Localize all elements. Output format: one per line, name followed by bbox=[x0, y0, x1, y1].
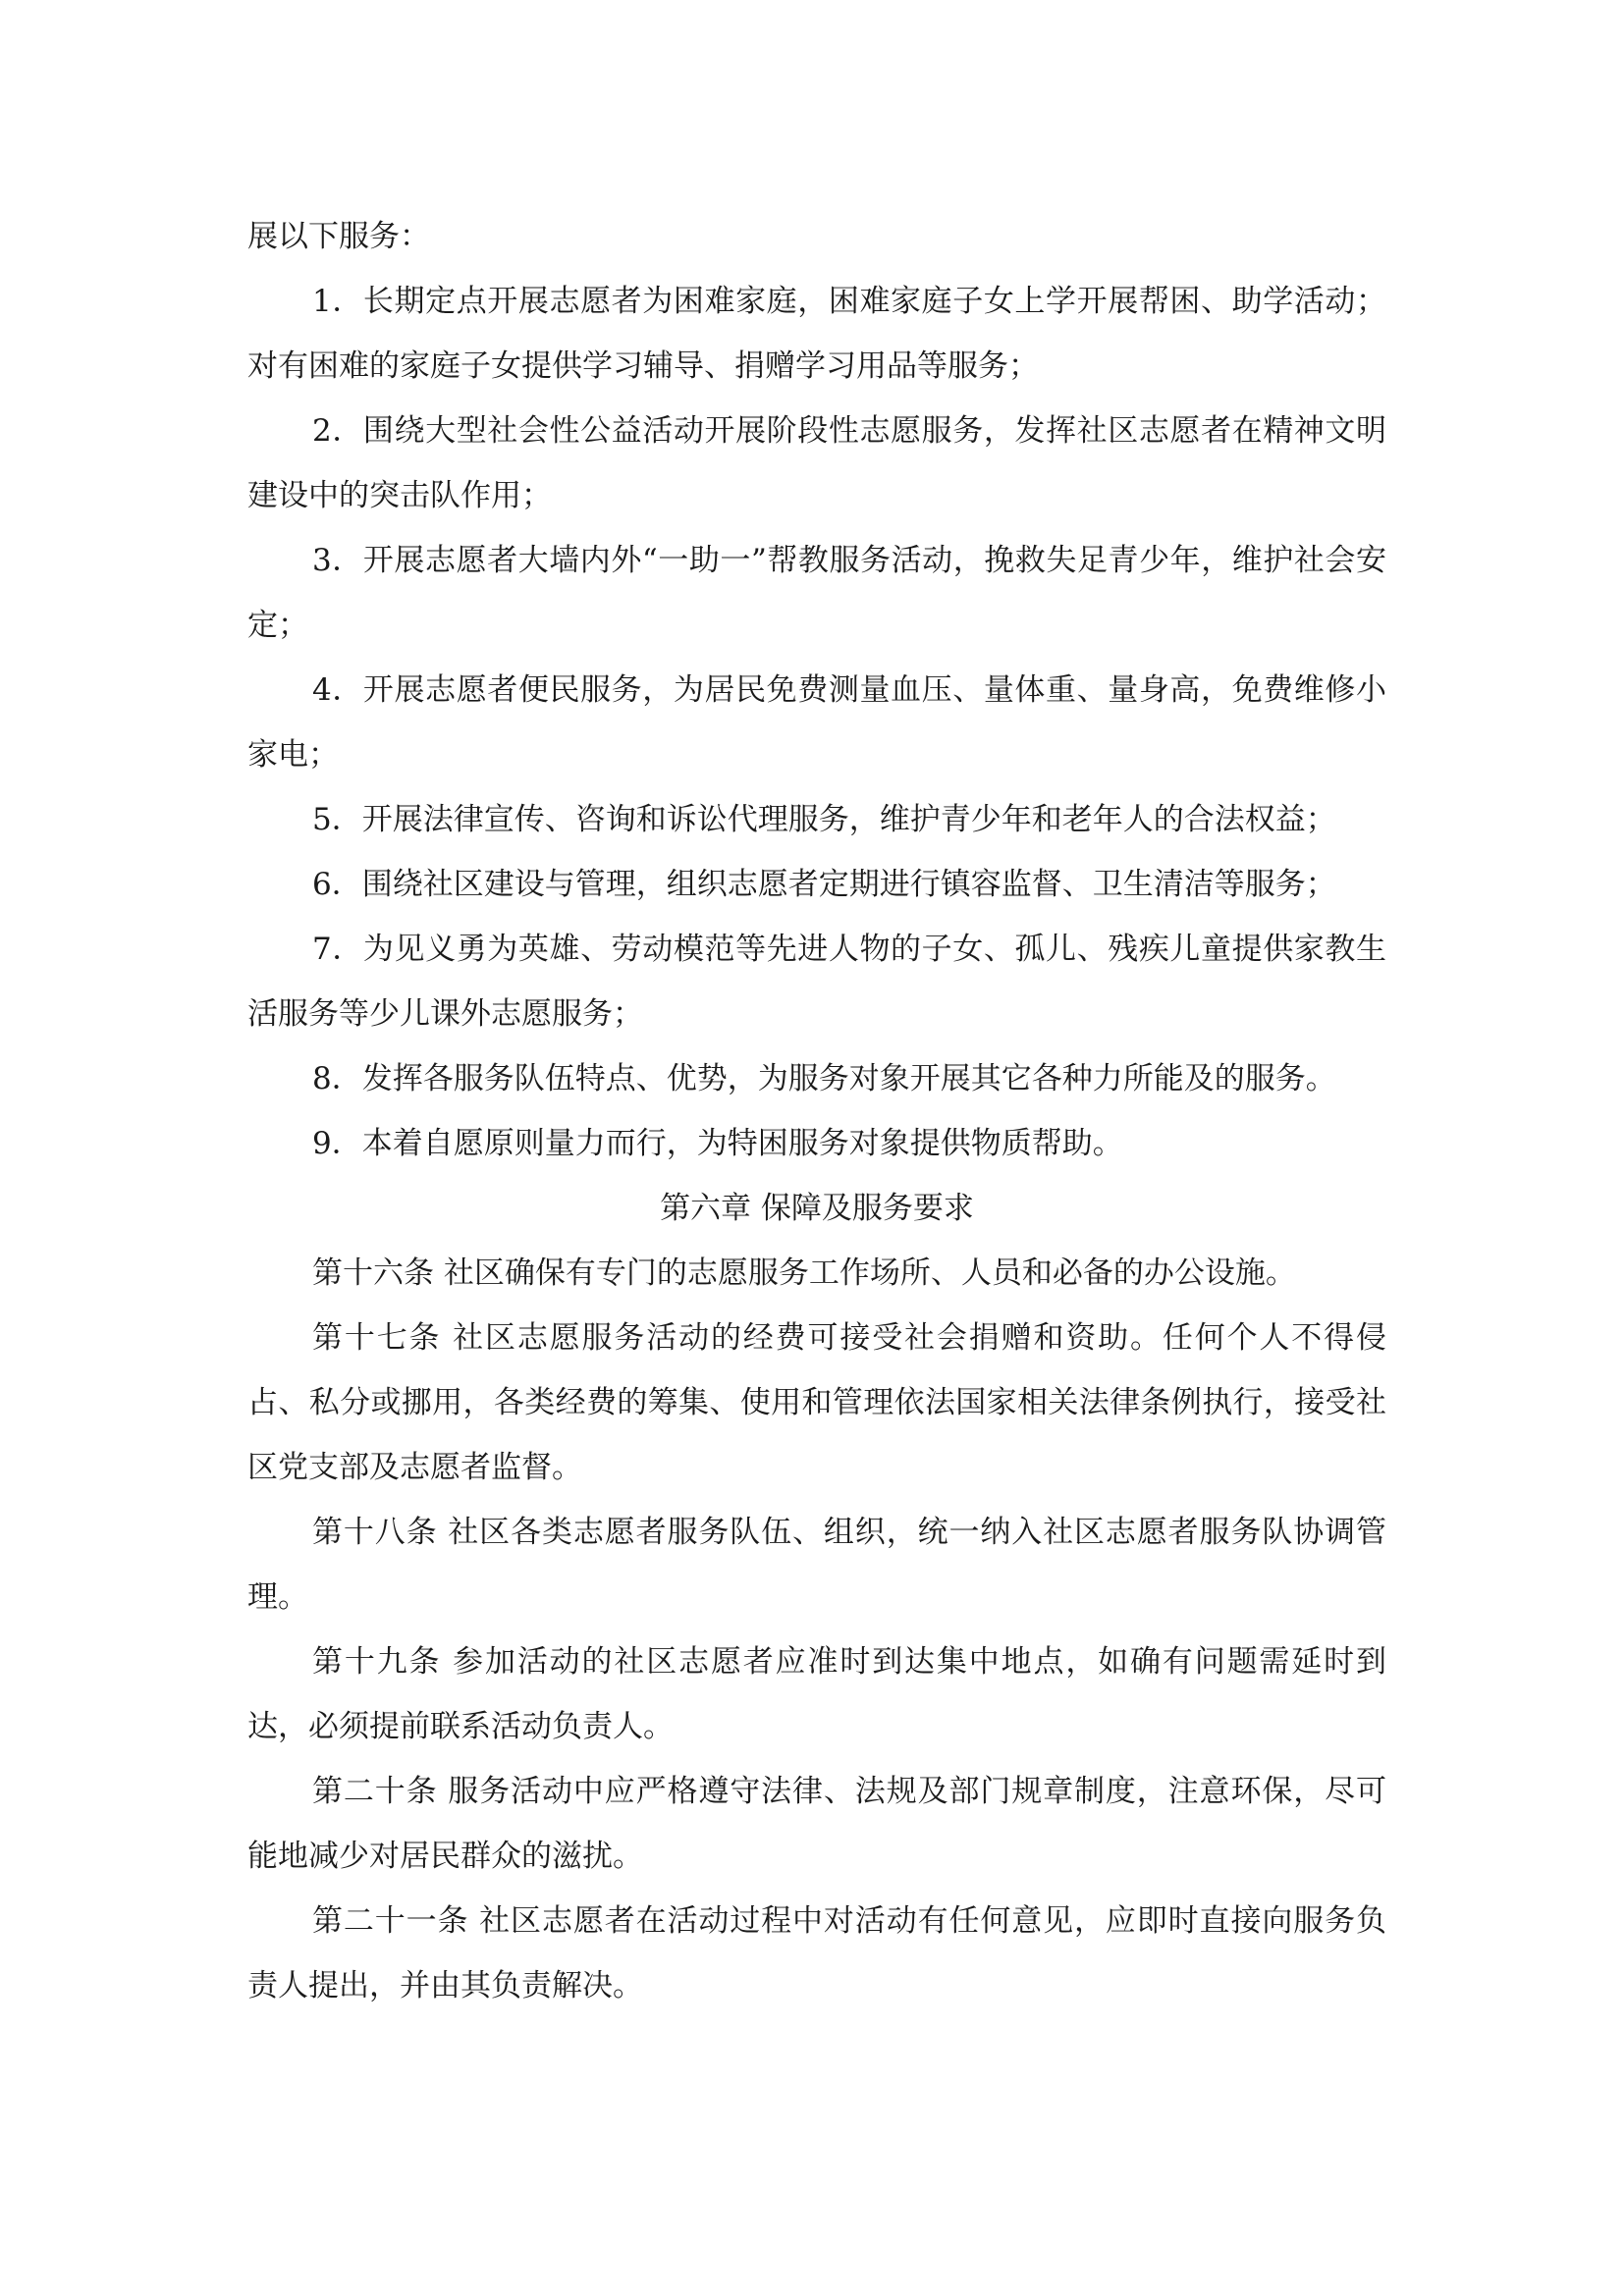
service-item-5: 5．开展法律宣传、咨询和诉讼代理服务，维护青少年和老年人的合法权益； bbox=[312, 802, 1336, 837]
article-17: 第十七条 社区志愿服务活动的经费可接受社会捐赠和资助。任何个人不得侵占、私分或挪用，各类经费的筹集、使用和管理依法国家相关法律条例执行，接受社区党支部及志愿者监督。 bbox=[247, 1320, 1386, 1485]
service-item-1: 1．长期定点开展志愿者为困难家庭，困难家庭子女上学开展帮困、助学活动；对有困难的家庭子女提供学习辅导、捐赠学习用品等服务； bbox=[247, 284, 1386, 384]
article-18: 第十八条 社区各类志愿者服务队伍、组织，统一纳入社区志愿者服务队协调管理。 bbox=[247, 1515, 1386, 1615]
article-19: 第十九条 参加活动的社区志愿者应准时到达集中地点，如确有问题需延时到达，必须提前联系活动负责人。 bbox=[247, 1644, 1386, 1744]
service-item-6: 6．围绕社区建设与管理，组织志愿者定期进行镇容监督、卫生清洁等服务； bbox=[312, 867, 1336, 902]
service-item-9: 9．本着自愿原则量力而行，为特困服务对象提供物质帮助。 bbox=[312, 1126, 1123, 1161]
service-item-8: 8．发挥各服务队伍特点、优势，为服务对象开展其它各种力所能及的服务。 bbox=[312, 1061, 1336, 1096]
article-21: 第二十一条 社区志愿者在活动过程中对活动有任何意见，应即时直接向服务负责人提出，并由其负责解决。 bbox=[247, 1903, 1386, 2003]
document-body bbox=[247, 204, 1386, 2018]
service-item-4: 4．开展志愿者便民服务，为居民免费测量血压、量体重、量身高，免费维修小家电； bbox=[247, 672, 1386, 773]
chapter-title: 第六章 保障及服务要求 bbox=[660, 1191, 974, 1226]
article-20: 第二十条 服务活动中应严格遵守法律、法规及部门规章制度，注意环保，尽可能地减少对居民群众的滋扰。 bbox=[247, 1774, 1386, 1874]
service-item-2: 2．围绕大型社会性公益活动开展阶段性志愿服务，发挥社区志愿者在精神文明建设中的突击队作用； bbox=[247, 413, 1386, 513]
service-item-7: 7．为见义勇为英雄、劳动模范等先进人物的子女、孤儿、残疾儿童提供家教生活服务等少儿课外志愿服务； bbox=[247, 932, 1386, 1032]
service-item-3: 3．开展志愿者大墙内外“一助一”帮教服务活动，挽救失足青少年，维护社会安定； bbox=[247, 543, 1386, 643]
intro-tail-paragraph: 展以下服务： bbox=[247, 219, 430, 254]
article-16: 第十六条 社区确保有专门的志愿服务工作场所、人员和必备的办公设施。 bbox=[312, 1255, 1296, 1291]
